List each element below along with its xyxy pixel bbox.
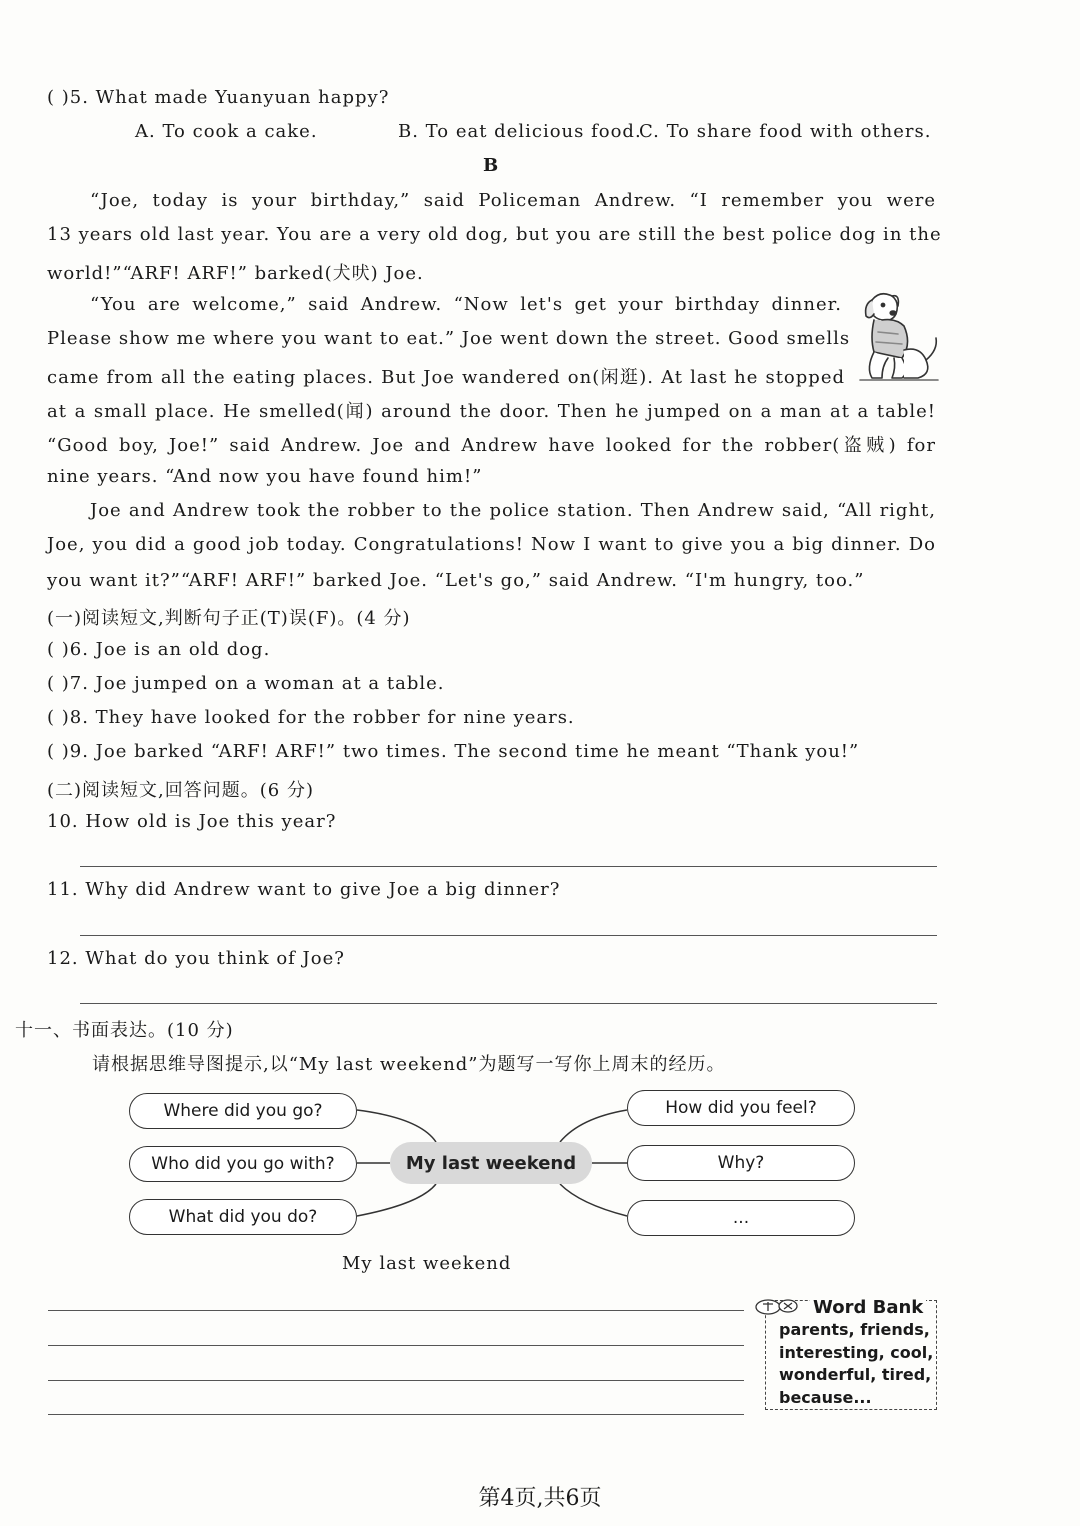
q5-stem: ( )5. What made Yuanyuan happy? xyxy=(47,87,390,108)
word-bank-icon xyxy=(754,1297,804,1317)
passage-line: nine years. “And now you have found him!” xyxy=(47,466,483,487)
q5-option-c: C. To share food with others. xyxy=(639,121,932,142)
answer-line-10[interactable] xyxy=(80,866,937,867)
question-11: 11. Why did Andrew want to give Joe a big dinner? xyxy=(47,879,561,900)
question-9: ( )9. Joe barked “ARF! ARF!” two times. The second time he meant “Thank you!” xyxy=(47,741,860,762)
passage-line: world!”“ARF! ARF!” barked(犬吠) Joe. xyxy=(47,263,424,284)
answer-line-11[interactable] xyxy=(80,935,937,936)
question-8: ( )8. They have looked for the robber for nine years. xyxy=(47,707,575,728)
essay-title: My last weekend xyxy=(342,1253,512,1274)
passage-line: Joe, you did a good job today. Congratulations! Now I want to give you a big dinner. Do xyxy=(47,534,936,555)
writing-line[interactable] xyxy=(48,1380,744,1381)
mindmap-center: My last weekend xyxy=(390,1142,592,1184)
mindmap-node-what: What did you do? xyxy=(129,1199,357,1235)
passage-line: Please show me where you want to eat.” Joe went down the street. Good smells xyxy=(47,328,851,349)
passage-line: you want it?”“ARF! ARF!” barked Joe. “Let's go,” said Andrew. “I'm hungry, too.” xyxy=(47,570,865,591)
passage-line: at a small place. He smelled(闻) around the door. Then he jumped on a man at a table! xyxy=(47,401,936,422)
question-12: 12. What do you think of Joe? xyxy=(47,948,345,969)
question-6: ( )6. Joe is an old dog. xyxy=(47,639,271,660)
q5-option-a: A. To cook a cake. xyxy=(135,121,318,142)
mindmap-node-more: ... xyxy=(627,1200,855,1236)
mindmap-node-why: Why? xyxy=(627,1145,855,1181)
word-bank xyxy=(765,1297,937,1410)
page-footer: 第4页,共6页 xyxy=(478,1486,602,1511)
mindmap-node-who: Who did you go with? xyxy=(129,1146,357,1182)
answer-line-12[interactable] xyxy=(80,1003,937,1004)
passage-heading: B xyxy=(483,155,500,176)
question-10: 10. How old is Joe this year? xyxy=(47,811,337,832)
writing-line[interactable] xyxy=(48,1310,744,1311)
writing-instruction: 请根据思维导图提示,以“My last weekend”为题写一写你上周末的经历。 xyxy=(92,1054,726,1075)
passage-line: Joe and Andrew took the robber to the police station. Then Andrew said, “All right, xyxy=(90,500,936,521)
passage-line: “You are welcome,” said Andrew. “Now let's get your birthday dinner. xyxy=(90,294,842,315)
question-7: ( )7. Joe jumped on a woman at a table. xyxy=(47,673,445,694)
word-bank-title: Word Bank xyxy=(810,1297,926,1318)
writing-line[interactable] xyxy=(48,1414,744,1415)
writing-line[interactable] xyxy=(48,1345,744,1346)
dog-illustration xyxy=(852,288,942,388)
word-bank-text: parents, friends, interesting, cool, wonderful, tired, because... xyxy=(779,1320,934,1407)
part2-instruction: (二)阅读短文,回答问题。(6 分) xyxy=(47,780,314,801)
q5-option-b: B. To eat delicious food. xyxy=(398,121,642,142)
mindmap-node-where: Where did you go? xyxy=(129,1093,357,1129)
writing-section-title: 十一、书面表达。(10 分) xyxy=(15,1020,234,1041)
passage-line: came from all the eating places. But Joe wandered on(闲逛). At last he stopped xyxy=(47,367,845,388)
passage-line: 13 years old last year. You are a very old dog, but you are still the best police dog in the xyxy=(47,224,942,245)
mindmap-node-feel: How did you feel? xyxy=(627,1090,855,1126)
passage-line: “Good boy, Joe!” said Andrew. Joe and Andrew have looked for the robber(盗贼) for xyxy=(47,435,936,456)
passage-line: “Joe, today is your birthday,” said Policeman Andrew. “I remember you were xyxy=(90,190,936,211)
part1-instruction: (一)阅读短文,判断句子正(T)误(F)。(4 分) xyxy=(47,608,411,629)
